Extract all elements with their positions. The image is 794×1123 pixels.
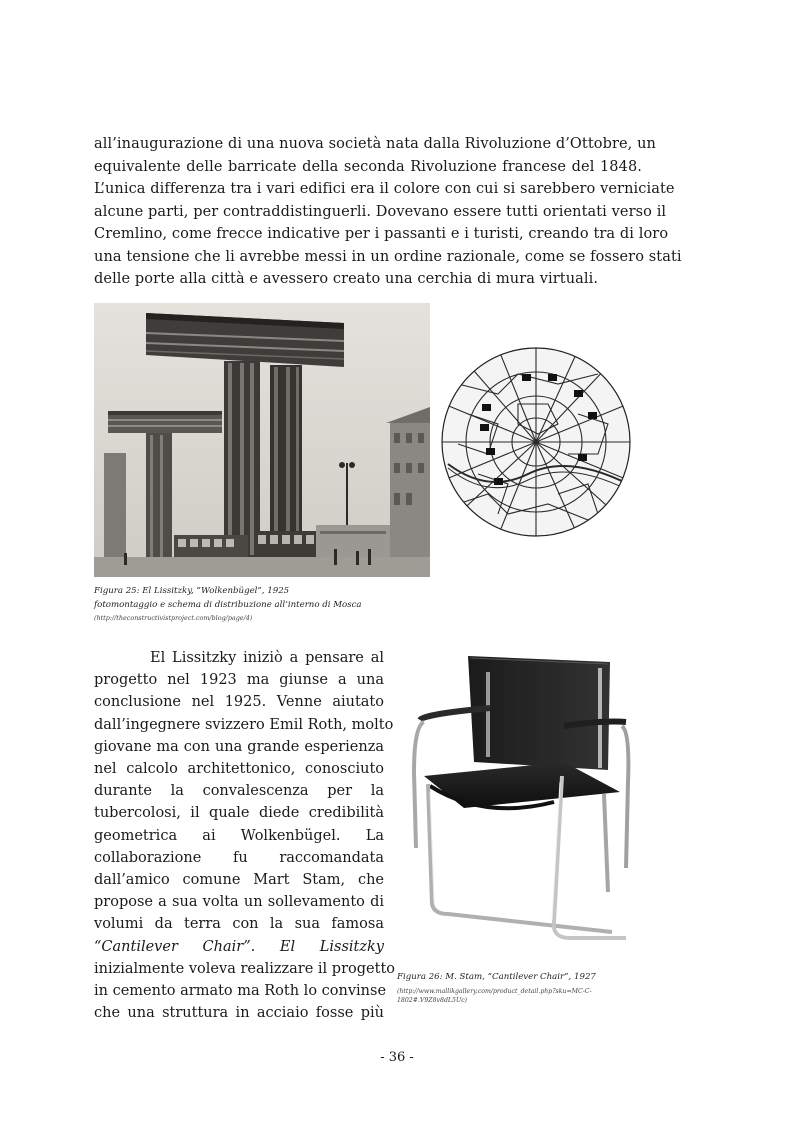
text-line: all’inaugurazione di una nuova società nata dalla Rivoluzione d’Ottobre, un — [94, 136, 656, 152]
text-line: alcune parti, per contraddistinguerli. Dovevano essere tutti orientati verso il — [94, 203, 667, 220]
text-line: geometrica ai Wolkenbügel. La — [94, 827, 384, 844]
text-line: collaborazione fu raccomandata — [94, 849, 384, 866]
text-line: Cremlino, come frecce indicative per i passanti e i turisti, creando tra di loro — [94, 226, 669, 242]
text-line: L’unica differenza tra i vari edifici era il colore con cui si sarebbero verniciate — [94, 181, 675, 197]
text-line: propose a sua volta un sollevamento di — [94, 894, 384, 911]
figure-26-source-url-cont: 1802#.V9Z8v8dL5Uc) — [397, 997, 468, 1004]
text-line: tubercolosi, il quale diede credibilità — [94, 805, 384, 822]
text-line: dall’amico comune Mart Stam, che — [94, 872, 384, 889]
paragraph-top — [94, 133, 682, 291]
figure-25-source-url: (http://theconstructivistproject.com/blog/page/4) — [94, 614, 253, 622]
text-line: volumi da terra con la sua famosa — [94, 916, 384, 933]
wolkenbugel-photomontage — [94, 303, 430, 577]
text-line: giovane ma con una grande esperienza — [94, 738, 384, 755]
paragraph-left — [94, 647, 395, 1024]
figure-26-caption: Figura 26: M. Stam, “Cantilever Chair”, 1927 — [397, 972, 596, 982]
figure-25-subcaption: fotomontaggio e schema di distribuzione all’interno di Mosca — [94, 600, 362, 610]
figure-26-source-url: (http://www.mallikgallery.com/product_detail.php?sku=MC-C- — [397, 988, 592, 995]
cantilever-chair-photo — [404, 652, 644, 962]
text-line: “Cantilever Chair”. El Lissitzky — [94, 938, 384, 955]
text-line: inizialmente voleva realizzare il progetto — [94, 960, 395, 977]
text-line: una tensione che li avrebbe messi in un ordine razionale, come se fossero stati — [94, 248, 682, 265]
text-line: progetto nel 1923 ma giunse a una — [94, 672, 384, 689]
text-line: delle porte alla città e avessero creato una cerchia di mura virtuali. — [94, 271, 599, 287]
text-line: in cemento armato ma Roth lo convinse — [94, 983, 387, 1000]
page-number: - 36 - — [380, 1050, 414, 1065]
text-line: equivalente delle barricate della seconda Rivoluzione francese del 1848. — [94, 158, 642, 175]
text-line: El Lissitzky iniziò a pensare al — [150, 650, 384, 666]
text-line: conclusione nel 1925. Venne aiutato — [94, 694, 384, 711]
text-line: durante la convalescenza per la — [94, 783, 384, 800]
figure-25-caption: Figura 25: El Lissitzky, “Wolkenbügel”, 1925 — [94, 586, 290, 596]
moscow-distribution-map — [438, 344, 634, 540]
text-line: nel calcolo architettonico, conosciuto — [94, 761, 384, 778]
text-line: dall’ingegnere svizzero Emil Roth, molto — [94, 716, 394, 733]
text-line: che una struttura in acciaio fosse più — [94, 1005, 384, 1022]
